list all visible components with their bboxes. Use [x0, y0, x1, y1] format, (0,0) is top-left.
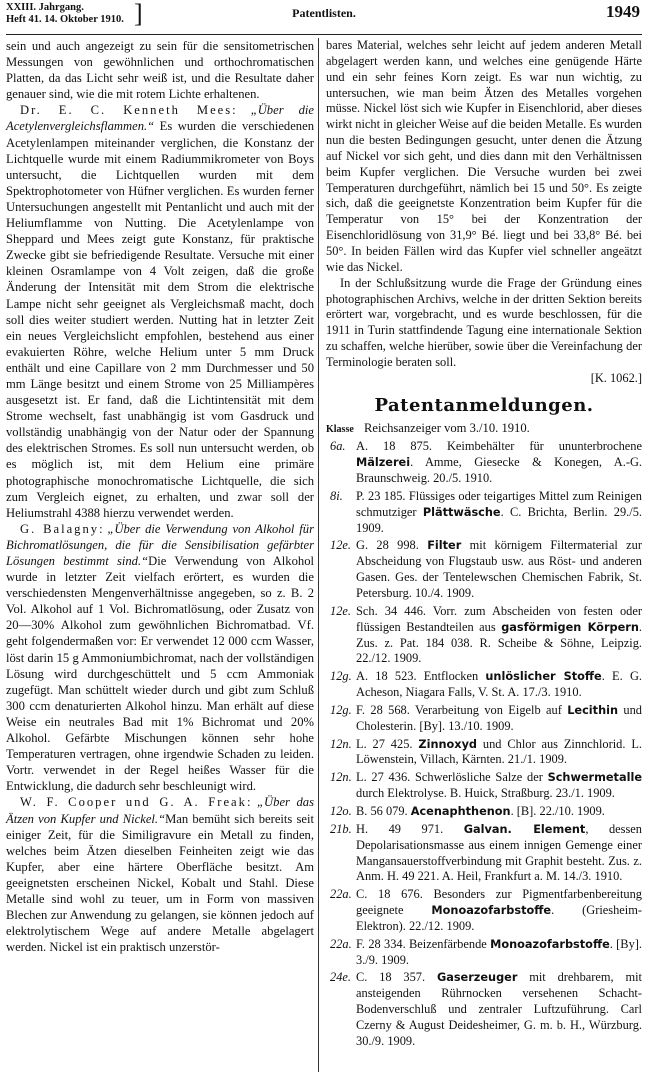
patent-entry	[326, 538, 642, 601]
patent-number: G. 28 998.	[356, 538, 428, 553]
patent-class: 22a.	[330, 936, 352, 951]
reichsanzeiger-line	[326, 421, 642, 438]
paragraph-nickel: bares Material, welches sehr leicht auf jedem anderen Metall abgelagert werden kann, und welches eine genügende Härte und ein sehr feines Korn zeigt. Es war nun wichtig, zu untersuchen, wie man beim Ätzen des Metalles vorgehen müsse. Nickel löst sich wie Kupfer in Eisenchlorid, aber dieses wirkt nicht in gleicher Weise auf die beiden Metalle. Es wurden nun die besten Bedingungen gesucht, unter denen die Ätzung auf Nickel vor sich geht, und dies dann mit den Verhältnissen beim Kupfer verglichen. Die Versuche wurden bei zwei Temperaturen durchgeführt, nämlich bei 15 und 50°. Es zeigte sich, daß die geeignetste Konzentration beim Kupfer für die Temperatur von 15° bei der Konzentration der Eisenchloridlösung von 31,9° Bé. liegt und bei 33,8° Bé. bei 50°. In beiden Fällen wird das Kupfer viel schneller angeätzt wie das Nickel.	[326, 38, 642, 274]
patent-class: 12n.	[330, 770, 352, 785]
patent-number: Sch. 34 446. Vorr. zum Abscheiden von festen oder flüssigen Bestandteilen aus	[356, 603, 642, 634]
author-cooper: W. F. Cooper und G. A. Freak	[20, 795, 247, 810]
patent-number: P. 23 185. Flüssiges oder teigartiges Mittel zum Reinigen schmutziger	[356, 488, 642, 519]
patent-section-title: Patentanmeldungen.	[374, 394, 594, 416]
patent-keyword: unlöslicher Stoffe	[485, 670, 602, 684]
patent-detail: . (Griesheim-Elektron). 22./12. 1909.	[356, 903, 642, 933]
patent-entry	[326, 604, 642, 667]
patent-detail: und Chlor aus Zinnchlorid. L. Löwenstein, Villach, Kärnten. 21./1. 1909.	[356, 736, 642, 767]
patent-number: A. 18 523. Entflocken	[356, 669, 486, 684]
patent-class: 6a.	[330, 439, 346, 454]
patent-text	[356, 538, 642, 601]
patent-entry	[326, 669, 642, 701]
patent-entry	[326, 703, 642, 735]
page-number: 1949	[606, 2, 640, 21]
reichsanzeiger-date: Reichsanzeiger vom 3./10. 1910.	[364, 420, 530, 435]
patent-keyword: Galvan. Element	[463, 822, 586, 836]
text-balagny: Die Verwendung von Alkohol wurde in letzter Zeit vielfach erörtert, es wurden die verschiedensten Mengenverhältnisse angegeben, so z. B. 2 Vol. Alkohol auf 1 Vol. Bichromatlösung, oder Zusatz von 20—30% Alkohol zum gewöhnlichen Bichromatbad. Vf. geht folgendermaßen vor: Er verwendet 12 000 ccm Wasser, löst darin 15 g Ammoniumbichromat, nach der vollständigen Lösung wird durchgeschüttelt und 5 ccm Ammoniak zugefügt. Man schüttelt wieder durch und gibt zum Schluß 300 ccm denaturierten Alkohol hinzu. Man erhält auf diese Weise ein neutrales Bad mit 1% Bichromat und 20% Alkohol. Gefärbte Mischungen können sehr hohe Temperaturen vertragen, ohne irgendwie Schaden zu leiden. Vortr. verwendet in der Regel heißes Wasser für die Entwicklung, die dadurch sehr beschleunigt wird.	[6, 554, 314, 794]
patent-entry	[326, 937, 642, 969]
patent-detail: , dessen Depolarisationsmasse aus einem innigen Gemenge einer Mangansauerstoffverbindung mit Graphit besteht. Zus. z. Anm. H. 49 221. A. Heil, Frankfurt a. M. 14./3. 1910.	[356, 821, 642, 884]
patent-class: 8i.	[330, 488, 343, 503]
patent-detail: mit körnigem Filtermaterial zur Abscheidung von Flugstaub usw. aus Röst- und anderen Gasen. Ges. der Tentelewschen Chemischen Fabrik, St. Petersburg. 10./4. 1909.	[356, 538, 642, 600]
patent-keyword: Gaserzeuger	[436, 971, 518, 985]
patent-text	[356, 804, 642, 820]
text-mees: Es wurden die verschiedenen Acetylenlampen miteinander verglichen, die Konstanz der Lichtquelle wurde mit einem Radiummikrometer von Boys untersucht, die Lichtquellen wurden mit dem Spektrophotometer von Hüfner verglichen. Es wurden ferner Untersuchungen angestellt mit Pentanlicht und auch mit der Heliumflamme von Nutting. Die Acetylenlampe von Sheppard und Mees zeigt gute Konstanz, für praktische Zwecke gibt sie befriedigende Resultate. Versuche mit einer kleinen Osramlampe von 4 Volt zeigen, daß die große Änderung der Intensität mit dem Strom die elektrische Lampe nicht sehr geeignet als Vergleichsmaß macht, doch soll dies weiter studiert werden. Nutting hat in letzter Zeit ein neues Vergleichslicht empfohlen, bestehend aus einer evakuierten Röhre, welche Helium unter 5 mm Druck enthält und eine Capillare von 2 mm Durchmesser und 50 mm Länge besitzt und einem Strome von 25 Milliampères ausgesetzt ist. Er fand, daß die Lichtintensität mit dem Strome wechselt, fast unabhängig ist vom Gasdruck und vollständig unabhängig von der Natur oder der Spannung des elektrischen Stromes. Es soll nun untersucht werden, ob es möglich ist, mit dem Helium eine primäre photographische monochromatische Lichtquelle, die sich zum Vergleich eignet, zu erhalten, und zwar soll der Heliumstrahl 4388 hierzu verwendet werden.	[6, 119, 314, 520]
patent-detail: . Amme, Giesecke & Konegen, A.-G. Braunschweig. 20./5. 1910.	[356, 455, 642, 486]
patent-class: 21b.	[330, 821, 352, 836]
patent-detail: . [By]. 3./9. 1909.	[356, 936, 642, 967]
patent-detail: . E. G. Acheson, Niagara Falls, V. St. A. 17./3. 1910.	[356, 669, 642, 700]
author-balagny: G. Balagny	[20, 521, 100, 536]
patent-class: 12e.	[330, 603, 351, 618]
patent-number: C. 18 357.	[356, 970, 437, 985]
paragraph-mees: Dr. E. C. Kenneth Mees: „Über die Acetylenvergleichsflammen.“ Es wurden die verschiedenen Acetylenlampen miteinander verglichen, die Konstanz der Lichtquelle wurde mit einem Radiummikrometer von Boys untersucht, die Lichtquellen wurden mit dem Spektrophotometer von Hüfner verglichen. Es wurden ferner Untersuchungen angestellt mit Pentanlicht und auch mit der Heliumflamme von Nutting. Die Acetylenlampe von Sheppard und Mees zeigt gute Konstanz, für praktische Zwecke gibt sie befriedigende Resultate. Versuche mit einer kleinen Osramlampe von 4 Volt zeigen, daß die große Änderung der Intensität mit dem Strom die elektrische Lampe nicht sehr geeignet als Vergleichsmaß macht, doch soll dies weiter studiert werden. Nutting hat in letzter Zeit ein neues Vergleichslicht empfohlen, bestehend aus einer evakuierten Röhre, welche Helium unter 5 mm Druck enthält und eine Capillare von 2 mm Durchmesser und 50 mm Länge besitzt und einem Strome von 25 Milliampères ausgesetzt ist. Er fand, daß die Lichtintensität mit dem Strome wechselt, fast unabhängig ist vom Gasdruck und vollständig unabhängig von der Natur oder der Spannung des elektrischen Stromes. Es soll nun untersucht werden, ob es möglich ist, mit dem Helium eine primäre photographische monochromatische Lichtquelle, die sich zum Vergleich eignet, zu erhalten, und zwar soll der Heliumstrahl 4388 hierzu verwendet werden.	[6, 103, 314, 520]
issue-label: Heft 41. 14. Oktober 1910.	[6, 14, 124, 25]
patent-number: L. 27 436. Schwerlösliche Salze der	[356, 770, 548, 785]
patent-keyword: Lecithin	[567, 703, 619, 717]
patent-text	[356, 669, 642, 701]
patent-keyword: Schwermetalle	[547, 771, 642, 785]
patent-class: 22a.	[330, 887, 352, 902]
page-header	[6, 0, 642, 35]
patent-entry	[326, 489, 642, 537]
patent-detail: . [B]. 22./10. 1909.	[510, 803, 605, 818]
title-balagny: „Über die Verwendung von Alkohol für Bichromatlösungen, die für die Sensibilisation gefärbter Lösungen bestimmt sind.“	[6, 521, 314, 568]
klasse-label: Klasse	[326, 423, 354, 435]
patent-keyword: Mälzerei	[356, 456, 411, 470]
patent-detail: mit drehbarem, mit ansteigenden Rührnocken versehenen Schacht-Bodenverschluß und zentraler Luftzuführung. Carl Czerny & August Deidesheimer, G. m. b. H., Würzburg. 30./9. 1909.	[356, 970, 642, 1048]
patent-number: H. 49 971.	[356, 821, 464, 836]
header-bracket: ]	[134, 0, 143, 28]
paragraph-sensitometry: sein und auch angezeigt zu sein für die sensitometrischen Messungen von gewöhnlichen und orthochromatischen Platten, da das Licht sehr weiß ist, und die Resultate daher genauer sind, wie die mit rotem Lichte erhaltenen.	[6, 39, 314, 102]
patent-list	[326, 439, 642, 1049]
paragraph-closing: In der Schlußsitzung wurde die Frage der Gründung eines photographischen Archivs, welche in der dritten Sektion bereits erörtert war, vorgebracht, und es wurde beschlossen, für die 1911 in Turin stattfindende Tagung eine internationale Sektion zu schaffen, welche hierüber, sowie über die Vereinfachung der Terminologie beraten soll.	[326, 275, 642, 369]
patent-detail: . C. Brichta, Berlin. 29./5. 1909.	[356, 504, 642, 535]
patent-detail: durch Elektrolyse. B. Huick, Straßburg. 23./1. 1909.	[356, 786, 615, 801]
patent-text	[356, 439, 642, 487]
patent-entry	[326, 822, 642, 885]
patent-class: 12e.	[330, 538, 351, 553]
patent-number: B. 56 079.	[356, 803, 411, 818]
patent-number: L. 27 425.	[356, 736, 419, 751]
title-cooper: „Über das Ätzen von Kupfer und Nickel.“	[6, 795, 315, 826]
patent-entry	[326, 737, 642, 769]
title-mees: „Über die Acetylenvergleichsflammen.“	[6, 103, 314, 134]
patent-keyword: Zinnoxyd	[418, 737, 478, 751]
column-divider	[318, 38, 319, 1072]
paragraph-balagny: G. Balagny: „Über die Verwendung von Alkohol für Bichromatlösungen, die für die Sensibilisation gefärbter Lösungen bestimmt sind.“Die Verwendung von Alkohol wurde in letzter Zeit vielfach erörtert, es wurden die verschiedensten Mengenverhältnisse angegeben, so z. B. 2 Vol. Alkohol auf 1 Vol. Bichromatlösung, oder Zusatz von 20—30% Alkohol zum gewöhnlichen Bichromatbad. Vf. geht folgendermaßen vor: Er verwendet 12 000 ccm Wasser, löst darin 15 g Ammoniumbichromat, nach der vollständigen Lösung wird durchgeschüttelt und 5 ccm Ammoniak zugefügt. Man schüttelt wieder durch und gibt zum Schluß 300 ccm denaturierten Alkohol hinzu. Man erhält auf diese Weise ein neutrales Bad mit 1% Bichromat und 20% Alkohol. Gefärbte Mischungen können sehr hohe Temperaturen vertragen, ohne irgendwie Schaden zu leiden. Vortr. verwendet in der Regel heißes Wasser für die Entwicklung, die dadurch sehr beschleunigt wird.	[6, 521, 314, 794]
patent-keyword: Monoazofarbstoffe	[490, 937, 610, 951]
left-column	[6, 38, 314, 955]
patent-keyword: Filter	[427, 539, 462, 553]
patent-text	[356, 822, 642, 885]
patent-class: 12n.	[330, 736, 352, 751]
patent-text	[356, 887, 642, 935]
patent-entry	[326, 804, 642, 820]
patent-text	[356, 489, 642, 537]
patent-text	[356, 770, 642, 802]
patent-text	[356, 604, 642, 667]
patent-detail: und Cholesterin. [By]. 13./10. 1909.	[356, 702, 642, 733]
patent-class: 12g.	[330, 702, 352, 717]
author-mees: Dr. E. C. Kenneth Mees	[20, 103, 233, 118]
patent-number: F. 28 568. Verarbeitung von Eigelb auf	[356, 702, 568, 717]
patent-entry	[326, 439, 642, 487]
patent-text	[356, 703, 642, 735]
patent-number: C. 18 676. Besonders zur Pigmentfarbenbereitung geeignete	[356, 887, 642, 918]
patent-keyword: gasförmigen Körpern	[501, 620, 639, 634]
patent-number: F. 28 334. Beizenfärbende	[356, 936, 491, 951]
patent-keyword: Acenaphthenon	[410, 804, 511, 818]
paragraph-cooper: W. F. Cooper und G. A. Freak: „Über das Ätzen von Kupfer und Nickel.“Man bemüht sich bereits seit einiger Zeit, für die Similigravure ein Metall zu finden, welches beim Ätzen dieselben Feinheiten zeigt wie das Kupfer, aber eine härtere Oberfläche besitzt. Am geeignetsten erscheinen Nickel, Kobalt und Stahl. Diese Metalle sind wohl zu teuer, um in Form von massiven Blechen zur Anwendung zu gelangen, sie können jedoch auf elektrolytischem Wege auf andere Metalle abgelagert werden. Nickel ist ein praktisch unzerstör-	[6, 795, 315, 955]
patent-keyword: Plättwäsche	[422, 505, 501, 519]
patent-class: 12o.	[330, 803, 352, 818]
signature: [K. 1062.]	[590, 370, 642, 385]
patent-text	[356, 937, 642, 969]
patent-entry	[326, 887, 642, 935]
patent-keyword: Monoazofarbstoffe	[431, 904, 552, 918]
patent-detail: . Zus. z. Pat. 184 038. R. Scheibe & Söhne, Leipzig. 22./12. 1909.	[356, 619, 642, 666]
volume-label: XXIII. Jahrgang.	[6, 2, 84, 13]
patent-entry	[326, 770, 642, 802]
section-header-title: Patentlisten.	[292, 6, 356, 20]
right-column	[326, 38, 642, 1050]
patent-class: 12g.	[330, 669, 352, 684]
patent-class: 24e.	[330, 970, 351, 985]
patent-number: A. 18 875. Keimbehälter für ununterbrochene	[356, 439, 642, 454]
patent-entry	[326, 970, 642, 1049]
text-cooper: Man bemüht sich bereits seit einiger Zeit, für die Similigravure ein Metall zu finden, welches beim Ätzen dieselben Feinheiten zeigt wie das Kupfer, aber eine härtere Oberfläche besitzt. Am geeignetsten erscheinen Nickel, Kobalt und Stahl. Diese Metalle sind wohl zu teuer, um in Form von massiven Blechen zur Anwendung zu gelangen, sie können jedoch auf elektrolytischem Wege auf andere Metalle abgelagert werden. Nickel ist ein praktisch unzerstör-	[6, 811, 314, 955]
patent-text	[356, 737, 642, 769]
patent-text	[356, 970, 642, 1049]
